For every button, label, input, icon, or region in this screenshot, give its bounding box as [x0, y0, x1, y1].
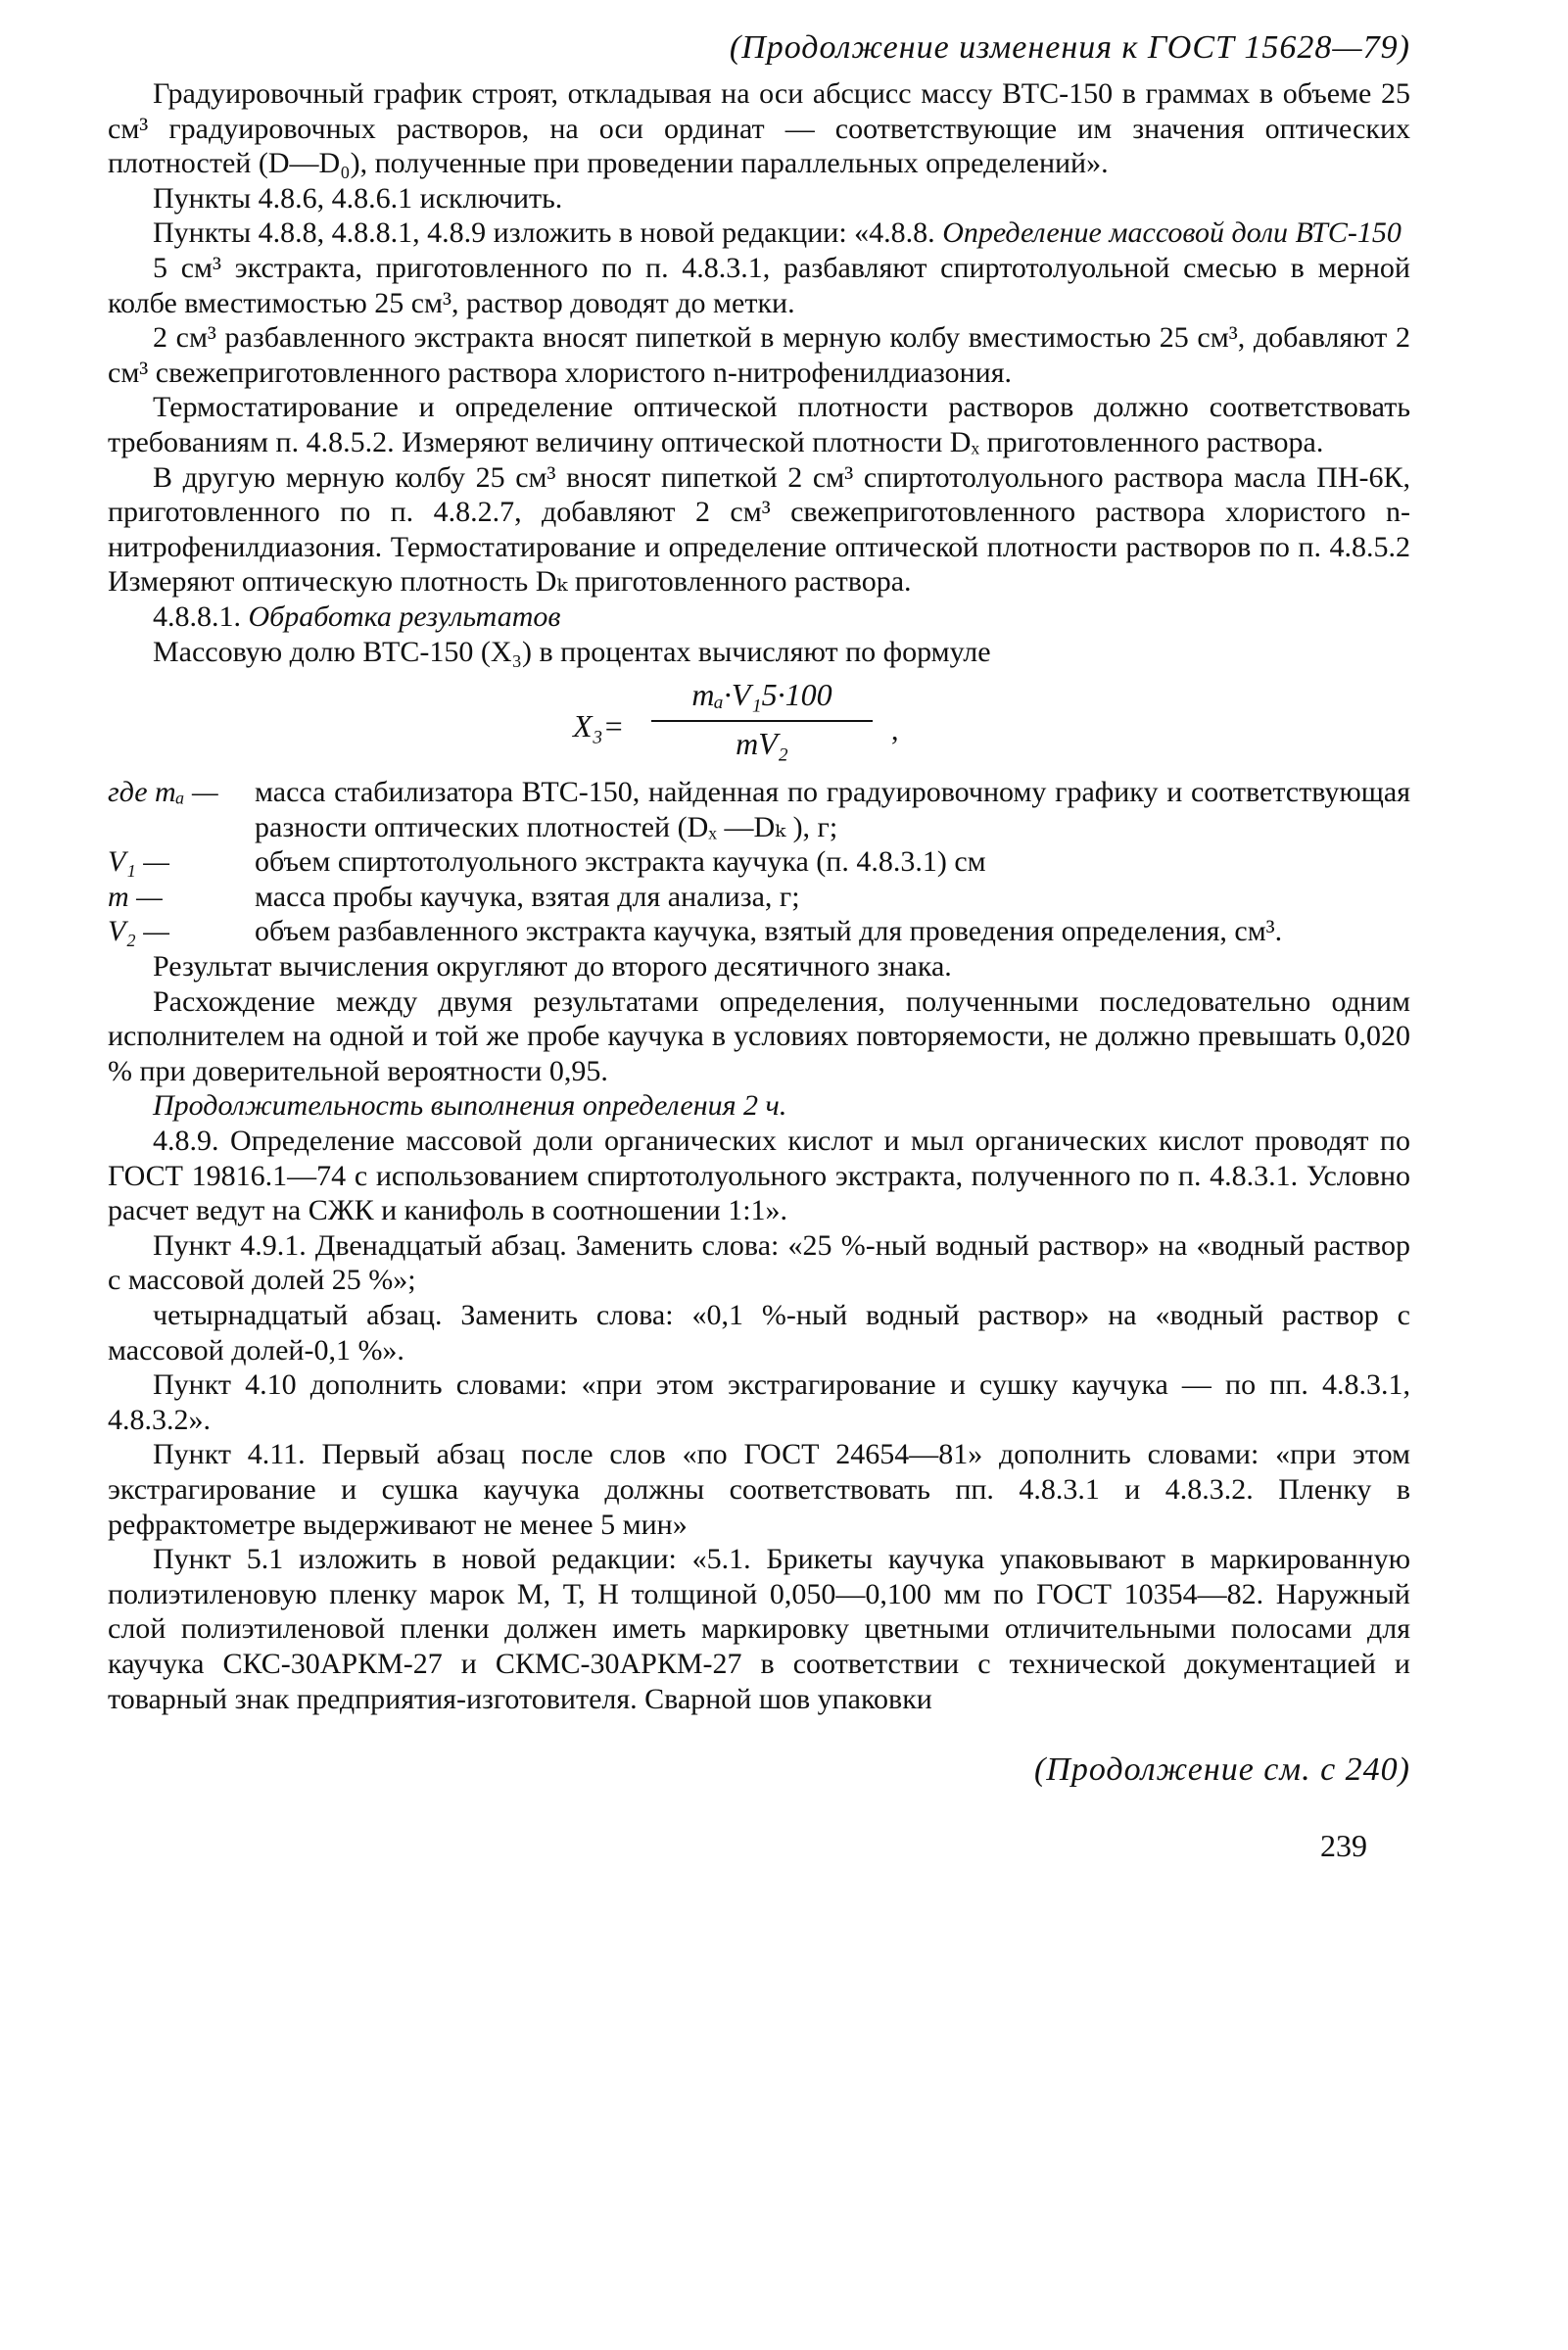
formula-lhs: X₃=	[573, 708, 625, 744]
section-title: Определение массовой доли ВТС-150	[942, 216, 1402, 250]
paragraph: Пункт 4.9.1. Двенадцатый абзац. Заменить слова: «25 %-ный водный раствор» на «водный раствор с массовой долей 25 %»;	[108, 1228, 1410, 1297]
definition-symbol: V₁ —	[108, 845, 169, 879]
definition-text: объем разбавленного экстракта каучука, взятый для проведения определения, см³.	[255, 915, 1283, 948]
paragraph: Массовую долю ВТС-150 (X₃) в процентах вычисляют по формуле	[153, 635, 991, 668]
paragraph: Расхождение между двумя результатами определения, полученными последовательно одним исполнителем на одной и той же пробе каучука в условиях повторяемости, не должно превышать 0,020 % при доверительной вероятности 0,95.	[108, 984, 1410, 1087]
formula	[108, 675, 1410, 773]
continuation-header: (Продолжение изменения к ГОСТ 15628—79)	[729, 29, 1410, 66]
definition-text: масса стабилизатора ВТС-150, найденная по градуировочному графику и соответствующая разности оптических плотностей (Dₓ —Dₖ ), г;	[255, 776, 1410, 843]
page-number: 239	[1320, 1828, 1367, 1864]
definition-text: объем спиртотолуольного экстракта каучука (п. 4.8.3.1) см	[255, 845, 986, 879]
paragraph	[108, 216, 1410, 251]
definition-symbol: где mₐ —	[108, 776, 218, 809]
definition-symbol: m —	[108, 880, 163, 913]
paragraph: Пункты 4.8.6, 4.8.6.1 исключить.	[153, 181, 563, 215]
formula-denominator: mV₂	[736, 726, 788, 762]
fraction-bar	[651, 720, 873, 722]
section-title: Обработка результатов	[248, 599, 561, 633]
paragraph: Термостатирование и определение оптической плотности растворов должно соответствовать требованиям п. 4.8.5.2. Измеряют величину оптической плотности Dₓ приготовленного раствора.	[108, 391, 1410, 458]
paragraph: Пункт 5.1 изложить в новой редакции: «5.1. Брикеты каучука упаковывают в маркированную полиэтиленовую пленку марок М, Т, Н толщиной 0,050—0,100 мм по ГОСТ 10354—82. Наружный слой полиэтиленовой пленки должен иметь маркировку цветными отличительными полосами для каучука СКС-30АРКМ-27 и СКМС-30АРКМ-27 в соответствии с технической документацией и товарный знак предприятия-изготовителя. Сварной шов упаковки	[108, 1543, 1410, 1715]
paragraph: Пункт 4.10 дополнить словами: «при этом экстрагирование и сушку каучука — по пп. 4.8.3.1, 4.8.3.2».	[108, 1368, 1410, 1436]
paragraph: 2 см³ разбавленного экстракта вносят пипеткой в мерную колбу вместимостью 25 см³, добавляют 2 см³ свежеприготовленного раствора хлористого n-нитрофенилдиазония.	[108, 321, 1410, 389]
paragraph: Продолжительность выполнения определения 2 ч.	[153, 1089, 787, 1123]
definition-item	[108, 844, 1410, 880]
continuation-footer: (Продолжение см. с 240)	[1033, 1751, 1410, 1789]
paragraph: Результат вычисления округляют до второго десятичного знака.	[153, 950, 952, 983]
paragraph	[108, 599, 1410, 635]
definition-item	[108, 880, 1410, 915]
paragraph: Градуировочный график строят, откладывая на оси абсцисс массу ВТС-150 в граммах в объеме 25 см³ градуировочных растворов, на оси ординат — соответствующие им значения оптических плотностей (D—D₀), полученные при проведении параллельных определений».	[108, 77, 1410, 180]
document-page	[108, 29, 1410, 1864]
paragraph: В другую мерную колбу 25 см³ вносят пипеткой 2 см³ спиртотолуольного раствора масла ПН-6К, приготовленного по п. 4.8.2.7, добавляют 2 см³ свежеприготовленного раствора хлористого n-нитрофенилдиазония. Термостатирование и определение оптической плотности растворов по п. 4.8.5.2 Измеряют оптическую плотность Dₖ приготовленного раствора.	[108, 460, 1410, 599]
section-number: 4.8.8.1.	[153, 599, 249, 633]
paragraph: 4.8.9. Определение массовой доли органических кислот и мыл органических кислот проводят по ГОСТ 19816.1—74 с использованием спиртотолуольного экстракта, полученного по п. 4.8.3.1. Условно расчет ведут на СЖК и канифоль в соотношении 1:1».	[108, 1125, 1410, 1227]
paragraph: 5 см³ экстракта, приготовленного по п. 4.8.3.1, разбавляют спиртотолуольной смесью в мерной колбе вместимостью 25 см³, раствор доводят до метки.	[108, 251, 1410, 319]
definition-text: масса пробы каучука, взятая для анализа, г;	[255, 880, 800, 913]
paragraph: Пункт 4.11. Первый абзац после слов «по ГОСТ 24654—81» дополнить словами: «при этом экстрагирование и сушка каучука должны соответствовать пп. 4.8.3.1 и 4.8.3.2. Пленку в рефрактометре выдерживают не менее 5 мин»	[108, 1438, 1410, 1541]
formula-comma: ,	[891, 714, 899, 747]
definition-symbol: V₂ —	[108, 915, 169, 948]
definition-item	[108, 775, 1410, 844]
definition-item	[108, 914, 1410, 949]
paragraph-text: Пункты 4.8.8, 4.8.8.1, 4.8.9 изложить в новой редакции: «4.8.8.	[153, 216, 943, 250]
paragraph: четырнадцатый абзац. Заменить слова: «0,1 %-ный водный раствор» на «водный раствор с массовой долей-0,1 %».	[108, 1299, 1410, 1367]
formula-numerator: mₐ·V₁5·100	[691, 677, 832, 713]
